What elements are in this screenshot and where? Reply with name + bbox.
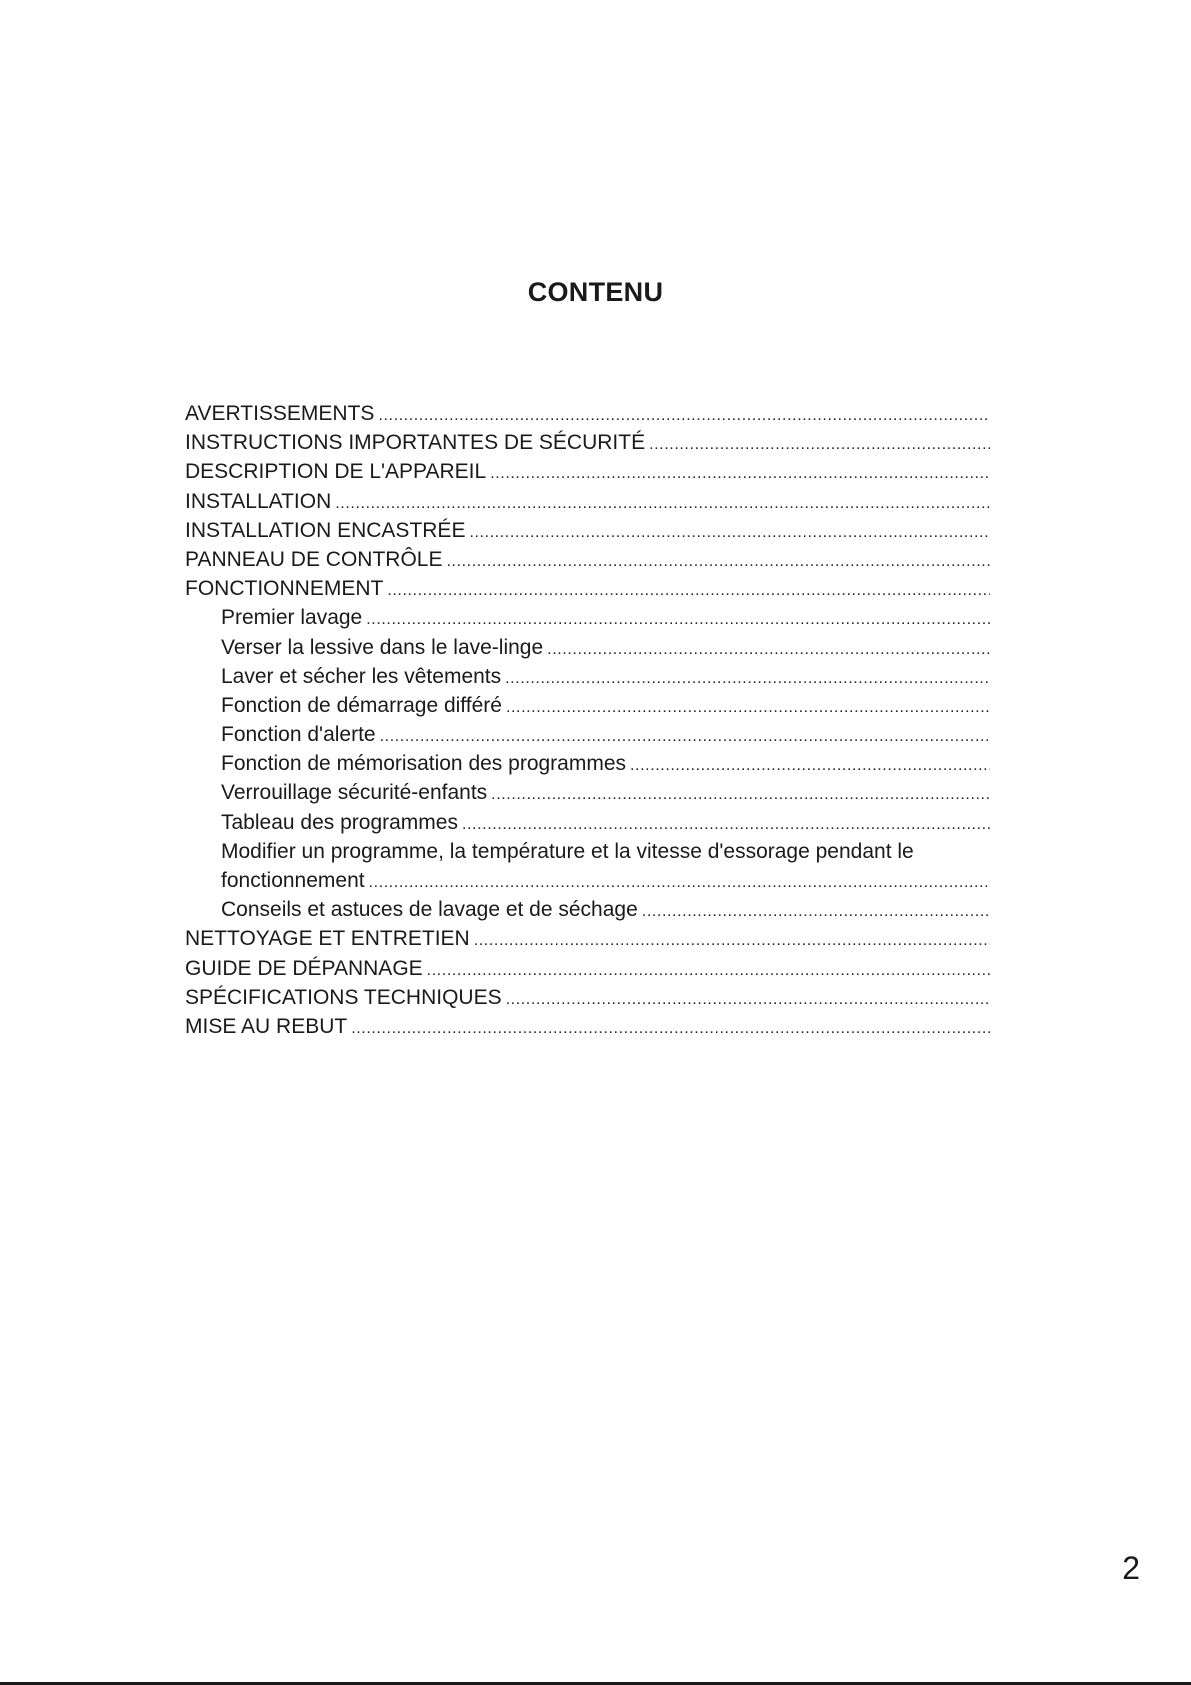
toc-entry-label: Tableau des programmes — [221, 810, 458, 834]
toc-entry-label: fonctionnement — [221, 869, 365, 892]
toc-leader-dots — [427, 956, 990, 983]
toc-entry-label: Laver et sécher les vêtements — [221, 664, 502, 688]
toc-entry-label: FONCTIONNEMENT — [185, 577, 384, 601]
toc-entry-avertissements[interactable] — [185, 399, 990, 428]
toc-entry-label: Conseils et astuces de lavage et de séchage — [221, 898, 638, 922]
toc-entry-instructions-securite[interactable] — [185, 428, 990, 457]
toc-subentry-verser-lessive[interactable] — [185, 633, 990, 662]
toc-entry-label: AVERTISSEMENTS — [185, 402, 375, 425]
page-title: CONTENU — [527, 277, 664, 307]
toc-leader-dots — [369, 868, 990, 895]
toc-entry-label: Verrouillage sécurité-enfants — [221, 781, 488, 805]
toc-leader-dots — [506, 693, 990, 720]
toc-entry-label: INSTALLATION ENCASTRÉE — [185, 518, 466, 542]
toc-entry-label: INSTALLATION — [185, 489, 332, 513]
toc-subentry-demarrage-differe[interactable] — [185, 691, 990, 720]
toc-entry-label: Fonction de démarrage différé — [221, 693, 502, 717]
toc-leader-dots — [462, 810, 990, 837]
toc-entry-installation[interactable] — [185, 487, 990, 516]
toc-leader-dots — [649, 430, 990, 457]
toc-entry-label: PANNEAU DE CONTRÔLE — [185, 547, 443, 571]
toc-leader-dots — [469, 518, 990, 545]
toc-leader-dots — [351, 1014, 990, 1041]
toc-leader-dots — [387, 576, 990, 603]
toc-entry-label: NETTOYAGE ET ENTRETIEN — [185, 927, 470, 951]
toc-leader-dots — [366, 605, 990, 632]
toc-entry-label: Fonction d'alerte — [221, 723, 376, 747]
toc-entry-label: DESCRIPTION DE L'APPAREIL — [185, 460, 487, 484]
toc-subentry-tableau-programmes[interactable] — [185, 808, 990, 837]
toc-entry-label: INSTRUCTIONS IMPORTANTES DE SÉCURITÉ — [185, 431, 646, 455]
toc-subentry-verrouillage-enfants[interactable] — [185, 778, 990, 807]
toc-entry-label: GUIDE DE DÉPANNAGE — [185, 956, 423, 980]
toc-subentry-premier-lavage[interactable] — [185, 603, 990, 632]
toc-entry-label: Modifier un programme, la température et la vitesse d'essorage pendant le — [221, 839, 914, 863]
toc-leader-dots — [630, 751, 990, 778]
toc-entry-mise-au-rebut[interactable] — [185, 1012, 990, 1041]
toc-leader-dots — [380, 722, 990, 749]
toc-subentry-conseils-astuces[interactable] — [185, 895, 990, 924]
toc-entry-label: Premier lavage — [221, 606, 363, 630]
toc-leader-dots — [474, 926, 990, 953]
toc-subentry-modifier-programme-continued[interactable] — [185, 866, 990, 895]
toc-entry-panneau-controle[interactable] — [185, 545, 990, 574]
toc-subentry-memorisation-programmes[interactable] — [185, 749, 990, 778]
toc-entry-label: Fonction de mémorisation des programmes — [221, 752, 627, 776]
toc-leader-dots — [506, 985, 990, 1012]
toc-leader-dots — [378, 401, 990, 428]
toc-entry-description-appareil[interactable] — [185, 457, 990, 486]
toc-subentry-fonction-alerte[interactable] — [185, 720, 990, 749]
toc-entry-guide-depannage[interactable] — [185, 954, 990, 983]
toc-entry-fonctionnement[interactable] — [185, 574, 990, 603]
toc-entry-label: SPÉCIFICATIONS TECHNIQUES — [185, 985, 502, 1009]
toc-entry-nettoyage-entretien[interactable] — [185, 924, 990, 953]
page-number: 2 — [1122, 1550, 1140, 1586]
table-of-contents — [185, 399, 990, 1041]
toc-entry-label: MISE AU REBUT — [185, 1014, 348, 1038]
toc-leader-dots — [447, 547, 991, 574]
toc-leader-dots — [335, 489, 990, 516]
toc-leader-dots — [490, 459, 990, 486]
toc-leader-dots — [642, 897, 990, 924]
toc-entry-specifications-techniques[interactable] — [185, 983, 990, 1012]
toc-entry-label: Verser la lessive dans le lave-linge — [221, 635, 544, 659]
toc-subentry-modifier-programme[interactable] — [185, 837, 990, 866]
toc-leader-dots — [547, 635, 990, 662]
toc-leader-dots — [505, 664, 990, 691]
toc-entry-installation-encastree[interactable] — [185, 516, 990, 545]
toc-subentry-laver-secher[interactable] — [185, 662, 990, 691]
toc-leader-dots — [491, 780, 990, 807]
